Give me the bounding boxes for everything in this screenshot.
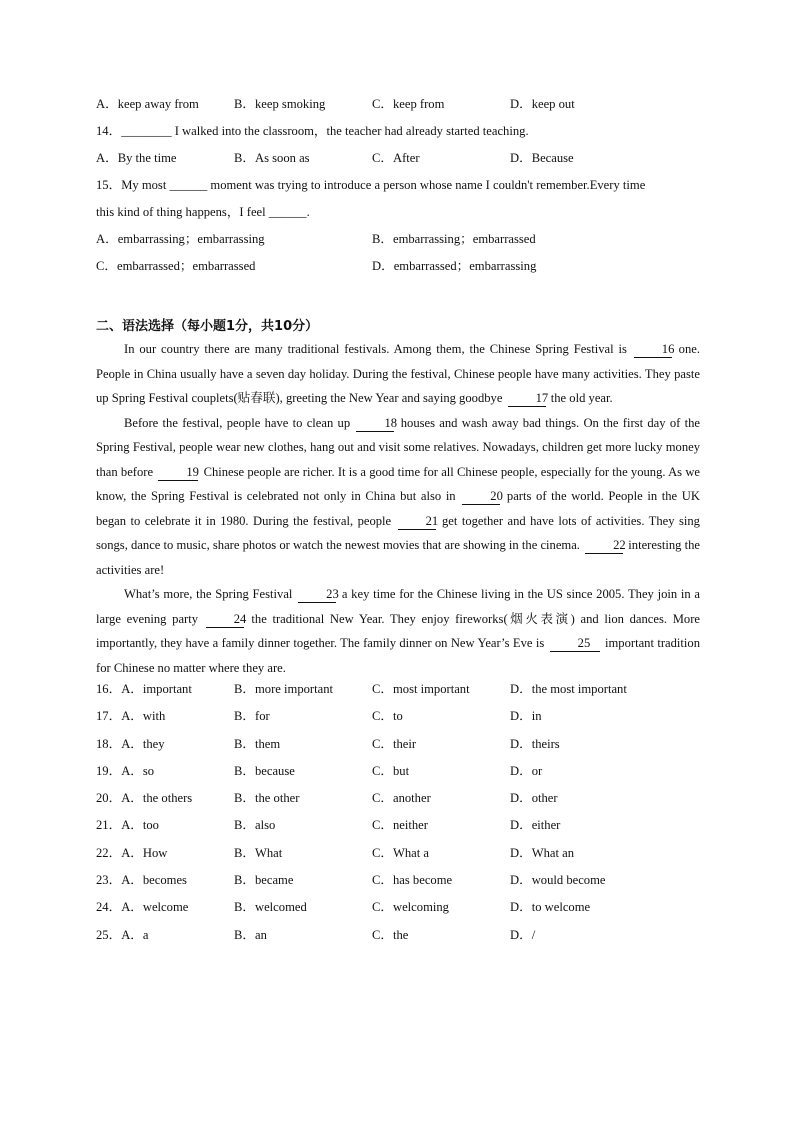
option-d: D．What an [510,845,574,860]
option-c: C．After [372,151,420,165]
option-a: 25．A．a [96,927,149,942]
q14-options [96,149,700,167]
q15-options-row1 [96,230,700,248]
blank-25: 25 [550,636,600,652]
option-b: B．keep smoking [234,97,326,111]
blank-18: 18 [356,416,394,432]
option-b: B．more important [234,682,333,696]
option-c: C．but [372,763,410,778]
option-b: B．embarrassing；embarrassed [372,232,536,246]
option-a: A．embarrassing；embarrassing [96,232,265,246]
option-d: D．the most important [510,682,627,696]
answer-row-25 [96,926,700,953]
option-c: C．What a [372,845,430,860]
option-c: C．neither [372,818,428,833]
option-d: D．Because [510,151,574,165]
option-b: B．the other [234,791,300,806]
answer-row-19 [96,762,700,789]
section-title: 二、语法选择（每小题1分，共10分） [96,319,319,334]
option-c: C．the [372,927,409,942]
option-c: C．most important [372,682,470,696]
option-d: D．in [510,709,542,724]
option-a: 20．A．the others [96,791,193,806]
blank-20: 20 [462,489,500,505]
option-d: D．either [510,818,561,833]
option-d: D．or [510,763,543,778]
option-b: B．As soon as [234,151,310,165]
option-b: B．also [234,818,276,833]
option-a: 21．A．too [96,818,159,833]
q14-blank: ________ [121,124,172,138]
option-c: C．embarrassed；embarrassed [96,259,256,273]
option-a: 24．A．welcome [96,900,189,915]
option-c: C．their [372,736,417,751]
answer-row-17 [96,707,700,734]
option-a: 23．A．becomes [96,873,187,888]
option-b: B．for [234,709,270,724]
option-d: D．would become [510,873,606,888]
blank-23: 23 [298,587,336,603]
option-c: C．another [372,791,431,806]
q15-blank-2: ______ [268,205,307,219]
worksheet-page [96,95,700,953]
option-a: 19．A．so [96,763,155,778]
blank-16: 16 [634,342,672,358]
option-b: B．What [234,845,283,860]
blank-19: 19 [158,465,198,481]
answer-options [96,680,700,953]
q15-options-row2 [96,257,700,275]
answer-row-23 [96,871,700,898]
option-c: C．has become [372,873,453,888]
answer-row-22 [96,844,700,871]
option-c: C．welcoming [372,900,449,915]
q15-blank-1: ______ [169,178,208,192]
option-b: B．them [234,736,281,751]
option-b: B．because [234,763,295,778]
option-d: D．theirs [510,736,560,751]
option-c: C．to [372,709,403,724]
q15-question-line1 [96,176,700,194]
blank-24: 24 [206,612,244,628]
option-a: A．keep away from [96,97,199,111]
answer-row-20 [96,789,700,816]
option-d: D．to welcome [510,900,591,915]
q14-number: 14． [96,124,122,138]
option-a: 16．A．important [96,682,192,696]
answer-row-16 [96,680,700,707]
blank-22: 22 [585,538,623,554]
option-a: A．By the time [96,151,177,165]
blank-17: 17 [508,391,546,407]
q14-question [96,122,700,140]
option-b: B．welcomed [234,900,307,915]
q15-text-c: this kind of thing happens，I feel [96,205,269,219]
option-a: 22．A．How [96,845,168,860]
option-d: D．/ [510,927,536,942]
q15-text-a: 15．My most [96,178,170,192]
option-a: 18．A．they [96,736,165,751]
q15-question-line2 [96,203,700,221]
option-d: D．other [510,791,558,806]
option-a: 17．A．with [96,709,166,724]
option-c: C．keep from [372,97,445,111]
q13-options [96,95,700,113]
option-d: D．keep out [510,97,575,111]
blank-21: 21 [398,514,436,530]
q15-text-d: . [306,205,310,219]
passage-paragraph-3: What’s more, the Spring Festival 23 a key time for the Chinese living in the US since 2005. They join in a large evening party 24 the traditional New Year. They enjoy fireworks(烟火表演) and lion dances. More importantly, they have a family dinner together. The family dinner on New Year’s Eve is 25 important tradition for Chinese no matter where they are. [96,587,700,675]
answer-row-18 [96,735,700,762]
answer-row-21 [96,816,700,843]
passage-paragraph-1: In our country there are many traditional festivals. Among them, the Chinese Spring Festival is 16 one. People in China usually have a seven day holiday. During the festival, Chinese people have many activities. They paste up Spring Festival couplets(贴春联), greeting the New Year and saying goodbye 17 the old year. [96,342,700,405]
passage-paragraph-2: Before the festival, people have to clean up 18 houses and wash away bad things. On the first day of the Spring Festival, people wear new clothes, hang out and visit some relatives. Nowadays, children get more lucky money than before 19 Chinese people are richer. It is a good time for all Chinese people, especially for the young. As we know, the Spring Festival is celebrated not only in China but also in 20 parts of the world. People in the UK began to celebrate it in 1980. During the festival, people 21 get together and have lots of activities. They sing songs, dance to music, share photos or watch the newest movies that are showing in the cinema. 22 interesting the activities are! [96,415,701,577]
q14-text: I walked into the classroom，the teacher had already started teaching. [171,124,529,138]
option-b: B．became [234,873,294,888]
option-b: B．an [234,927,267,942]
answer-row-24 [96,898,700,925]
option-d: D．embarrassed；embarrassing [372,259,537,273]
q15-text-b: moment was trying to introduce a person whose name I couldn't remember.Every time [207,178,646,192]
